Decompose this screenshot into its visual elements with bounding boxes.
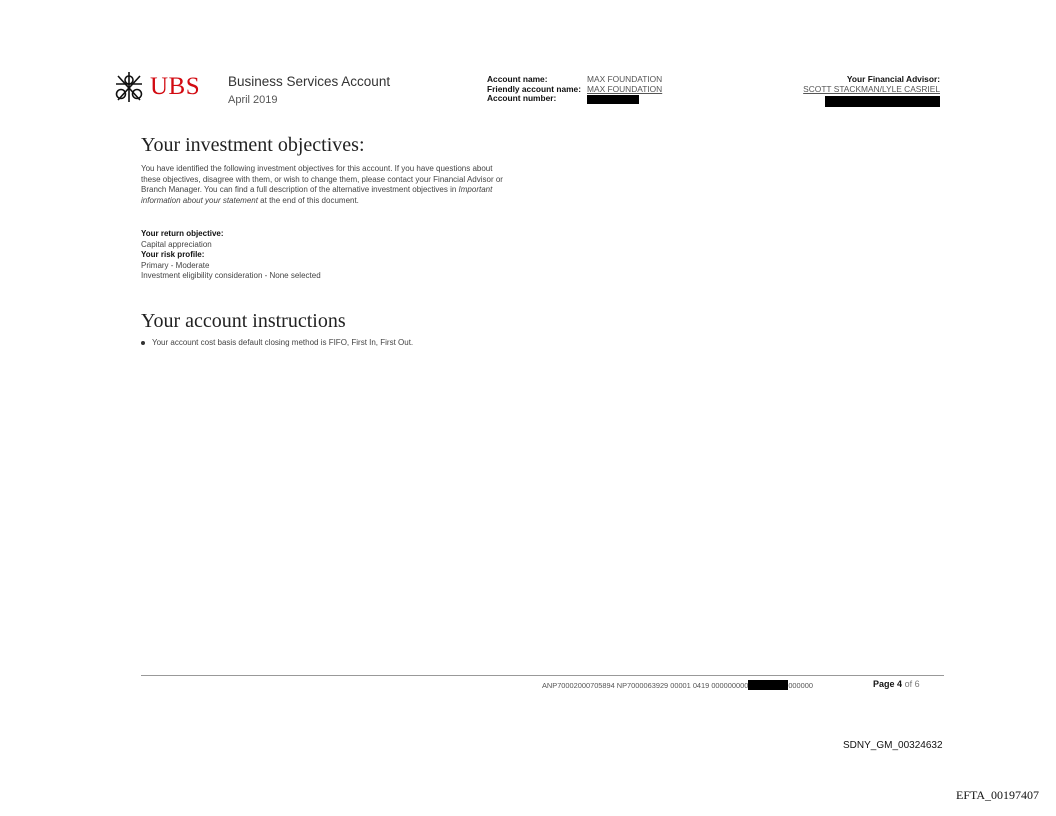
account-name-value: MAX FOUNDATION <box>587 74 663 84</box>
friendly-name-label: Friendly account name: <box>487 83 582 94</box>
logo-text: UBS <box>150 73 201 100</box>
page-total: of 6 <box>904 679 920 689</box>
footer-code-right: 000000 <box>788 680 813 690</box>
return-objective-value: Capital appreciation <box>141 239 212 249</box>
page-number: 4 <box>897 679 903 689</box>
objective-fields <box>141 229 321 282</box>
footer-codes <box>542 680 813 690</box>
account-number-label: Account number: <box>487 93 557 104</box>
bullet-icon <box>141 341 145 345</box>
advisor-names: SCOTT STACKMAN/LYLE CASRIEL <box>803 83 940 94</box>
page-indicator <box>873 679 920 689</box>
intro-text-2: at the end of this document. <box>257 195 359 205</box>
intro-text-1: You have identified the following investment objectives for this account. If you have questions about these objectives, disagree with them, or wish to change them, please contact your Financial Advisor or Branch Manager. You can find a full description of the alternative investment objectives in <box>141 164 503 195</box>
instructions-heading: Your account instructions <box>141 310 346 332</box>
footer-code-redaction <box>748 680 788 690</box>
ubs-keys-icon <box>112 70 146 104</box>
account-name-label: Account name: <box>487 74 548 84</box>
account-number-row <box>487 94 662 104</box>
ubs-logo <box>112 70 212 104</box>
footer-code-left: ANP70002000705894 NP7000063929 00001 0419 000000000 <box>542 680 749 690</box>
risk-profile-label: Your risk profile: <box>141 250 205 260</box>
instruction-text: Your account cost basis default closing method is FIFO, First In, First Out. <box>152 338 414 347</box>
intro-link-text: Important information about your statement <box>141 185 493 205</box>
instruction-item <box>141 338 413 347</box>
statement-date: April 2019 <box>228 94 278 106</box>
bates-number: SDNY_GM_00324632 <box>843 740 943 751</box>
advisor-label: Your Financial Advisor: <box>846 74 940 84</box>
objectives-heading: Your investment objectives: <box>141 134 365 156</box>
advisor-info <box>803 75 940 110</box>
footer-divider <box>141 675 944 676</box>
return-objective-label: Your return objective: <box>141 229 224 238</box>
risk-profile-value: Primary - Moderate <box>141 260 210 270</box>
friendly-name-value: MAX FOUNDATION <box>587 83 663 94</box>
page-label: Page <box>873 679 895 689</box>
eligibility-consideration: Investment eligibility consideration - None selected <box>141 271 321 281</box>
document-title: Business Services Account <box>228 74 391 89</box>
advisor-redaction <box>825 96 940 107</box>
account-info <box>487 75 662 104</box>
objectives-intro <box>141 164 513 206</box>
account-number-redaction <box>587 95 639 104</box>
efta-number: EFTA_00197407 <box>956 788 1040 802</box>
